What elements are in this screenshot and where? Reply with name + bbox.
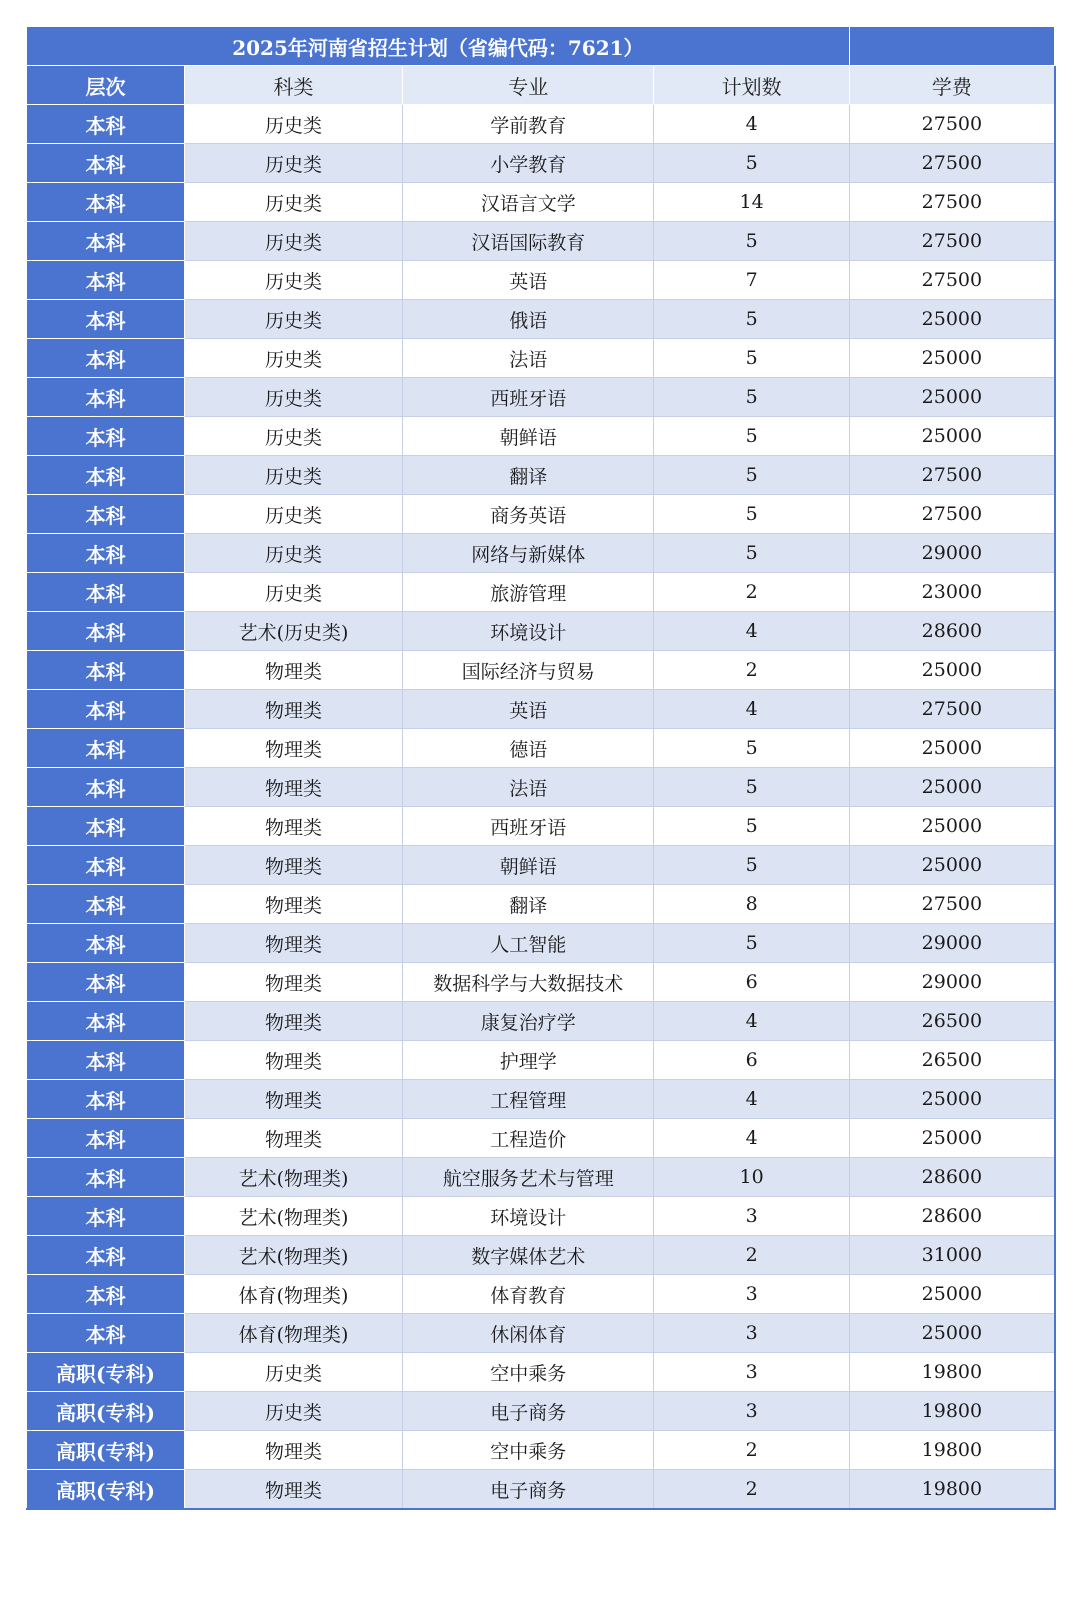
plan-count-cell: 3: [654, 1353, 849, 1392]
category-cell: 物理类: [184, 1119, 402, 1158]
major-cell: 法语: [403, 768, 654, 807]
table-row: [27, 105, 1056, 144]
table-row: [27, 885, 1056, 924]
table-row: [27, 1314, 1056, 1353]
tuition-cell: 27500: [849, 885, 1055, 924]
major-cell: 汉语国际教育: [403, 222, 654, 261]
tuition-cell: 25000: [849, 729, 1055, 768]
category-cell: 历史类: [184, 183, 402, 222]
major-cell: 网络与新媒体: [403, 534, 654, 573]
table-row: [27, 495, 1056, 534]
major-cell: 工程管理: [403, 1080, 654, 1119]
tuition-cell: 27500: [849, 690, 1055, 729]
level-cell: 本科: [27, 300, 185, 339]
major-cell: 西班牙语: [403, 807, 654, 846]
category-cell: 历史类: [184, 144, 402, 183]
level-cell: 本科: [27, 846, 185, 885]
plan-count-cell: 3: [654, 1197, 849, 1236]
tuition-cell: 25000: [849, 1080, 1055, 1119]
tuition-cell: 25000: [849, 339, 1055, 378]
tuition-cell: 19800: [849, 1431, 1055, 1470]
tuition-cell: 29000: [849, 534, 1055, 573]
tuition-cell: 27500: [849, 183, 1055, 222]
major-cell: 汉语言文学: [403, 183, 654, 222]
major-cell: 空中乘务: [403, 1353, 654, 1392]
plan-count-cell: 2: [654, 1470, 849, 1510]
category-cell: 物理类: [184, 768, 402, 807]
tuition-cell: 27500: [849, 144, 1055, 183]
table-row: [27, 1080, 1056, 1119]
major-cell: 电子商务: [403, 1392, 654, 1431]
plan-count-cell: 5: [654, 417, 849, 456]
category-cell: 历史类: [184, 534, 402, 573]
tuition-cell: 19800: [849, 1353, 1055, 1392]
level-cell: 本科: [27, 690, 185, 729]
major-cell: 西班牙语: [403, 378, 654, 417]
table-row: [27, 144, 1056, 183]
table-row: [27, 1041, 1056, 1080]
plan-count-cell: 5: [654, 300, 849, 339]
tuition-cell: 27500: [849, 495, 1055, 534]
table-row: [27, 456, 1056, 495]
table-row: [27, 1158, 1056, 1197]
table-row: [27, 651, 1056, 690]
level-cell: 本科: [27, 1041, 185, 1080]
major-cell: 环境设计: [403, 1197, 654, 1236]
plan-count-cell: 5: [654, 456, 849, 495]
level-cell: 本科: [27, 495, 185, 534]
category-cell: 艺术(物理类): [184, 1236, 402, 1275]
table-row: [27, 807, 1056, 846]
table-row: [27, 183, 1056, 222]
category-cell: 历史类: [184, 456, 402, 495]
tuition-cell: 27500: [849, 222, 1055, 261]
tuition-cell: 25000: [849, 846, 1055, 885]
table-row: [27, 534, 1056, 573]
plan-count-cell: 6: [654, 963, 849, 1002]
level-cell: 高职(专科): [27, 1353, 185, 1392]
table-row: [27, 1353, 1056, 1392]
plan-count-cell: 14: [654, 183, 849, 222]
category-cell: 物理类: [184, 1002, 402, 1041]
table-row: [27, 612, 1056, 651]
category-cell: 物理类: [184, 690, 402, 729]
tuition-cell: 28600: [849, 1158, 1055, 1197]
level-cell: 本科: [27, 222, 185, 261]
tuition-cell: 25000: [849, 378, 1055, 417]
tuition-cell: 19800: [849, 1392, 1055, 1431]
tuition-cell: 27500: [849, 261, 1055, 300]
tuition-cell: 23000: [849, 573, 1055, 612]
major-cell: 体育教育: [403, 1275, 654, 1314]
category-cell: 历史类: [184, 222, 402, 261]
category-cell: 历史类: [184, 105, 402, 144]
table-row: [27, 261, 1056, 300]
major-cell: 商务英语: [403, 495, 654, 534]
plan-count-cell: 5: [654, 534, 849, 573]
level-cell: 本科: [27, 963, 185, 1002]
enrollment-plan-table: [26, 26, 1056, 1510]
tuition-cell: 25000: [849, 417, 1055, 456]
header-plan-count: 计划数: [654, 66, 849, 105]
category-cell: 体育(物理类): [184, 1314, 402, 1353]
level-cell: 本科: [27, 261, 185, 300]
plan-count-cell: 2: [654, 1236, 849, 1275]
major-cell: 翻译: [403, 456, 654, 495]
level-cell: 本科: [27, 768, 185, 807]
tuition-cell: 19800: [849, 1470, 1055, 1510]
tuition-cell: 25000: [849, 1314, 1055, 1353]
level-cell: 本科: [27, 1197, 185, 1236]
level-cell: 本科: [27, 1158, 185, 1197]
plan-count-cell: 3: [654, 1392, 849, 1431]
level-cell: 本科: [27, 1002, 185, 1041]
tuition-cell: 28600: [849, 612, 1055, 651]
category-cell: 物理类: [184, 963, 402, 1002]
plan-count-cell: 5: [654, 222, 849, 261]
plan-count-cell: 3: [654, 1275, 849, 1314]
category-cell: 物理类: [184, 807, 402, 846]
table-row: [27, 1275, 1056, 1314]
table-row: [27, 1197, 1056, 1236]
plan-count-cell: 4: [654, 612, 849, 651]
plan-count-cell: 5: [654, 924, 849, 963]
major-cell: 朝鲜语: [403, 846, 654, 885]
category-cell: 艺术(历史类): [184, 612, 402, 651]
level-cell: 本科: [27, 807, 185, 846]
plan-count-cell: 2: [654, 1431, 849, 1470]
level-cell: 本科: [27, 105, 185, 144]
level-cell: 高职(专科): [27, 1431, 185, 1470]
category-cell: 物理类: [184, 1431, 402, 1470]
tuition-cell: 25000: [849, 651, 1055, 690]
tuition-cell: 26500: [849, 1041, 1055, 1080]
plan-count-cell: 5: [654, 807, 849, 846]
category-cell: 艺术(物理类): [184, 1197, 402, 1236]
major-cell: 工程造价: [403, 1119, 654, 1158]
level-cell: 本科: [27, 573, 185, 612]
plan-count-cell: 3: [654, 1314, 849, 1353]
major-cell: 旅游管理: [403, 573, 654, 612]
table-row: [27, 222, 1056, 261]
plan-count-cell: 10: [654, 1158, 849, 1197]
major-cell: 学前教育: [403, 105, 654, 144]
category-cell: 历史类: [184, 1353, 402, 1392]
tuition-cell: 25000: [849, 300, 1055, 339]
table-row: [27, 573, 1056, 612]
table-row: [27, 729, 1056, 768]
level-cell: 本科: [27, 729, 185, 768]
category-cell: 物理类: [184, 885, 402, 924]
table-title: 2025年河南省招生计划（省编代码：7621）: [27, 27, 850, 66]
level-cell: 高职(专科): [27, 1470, 185, 1510]
major-cell: 航空服务艺术与管理: [403, 1158, 654, 1197]
table-row: [27, 690, 1056, 729]
tuition-cell: 27500: [849, 105, 1055, 144]
tuition-cell: 31000: [849, 1236, 1055, 1275]
major-cell: 数据科学与大数据技术: [403, 963, 654, 1002]
header-category: 科类: [184, 66, 402, 105]
header-major: 专业: [403, 66, 654, 105]
table-row: [27, 1002, 1056, 1041]
category-cell: 物理类: [184, 846, 402, 885]
major-cell: 小学教育: [403, 144, 654, 183]
plan-count-cell: 4: [654, 105, 849, 144]
major-cell: 德语: [403, 729, 654, 768]
tuition-cell: 29000: [849, 963, 1055, 1002]
plan-count-cell: 5: [654, 144, 849, 183]
level-cell: 本科: [27, 339, 185, 378]
table-row: [27, 1392, 1056, 1431]
plan-count-cell: 7: [654, 261, 849, 300]
plan-count-cell: 5: [654, 378, 849, 417]
major-cell: 康复治疗学: [403, 1002, 654, 1041]
category-cell: 历史类: [184, 417, 402, 456]
major-cell: 人工智能: [403, 924, 654, 963]
table-row: [27, 339, 1056, 378]
plan-count-cell: 4: [654, 1119, 849, 1158]
table-row: [27, 846, 1056, 885]
level-cell: 本科: [27, 183, 185, 222]
tuition-cell: 29000: [849, 924, 1055, 963]
level-cell: 本科: [27, 417, 185, 456]
major-cell: 数字媒体艺术: [403, 1236, 654, 1275]
level-cell: 本科: [27, 1236, 185, 1275]
major-cell: 英语: [403, 261, 654, 300]
category-cell: 艺术(物理类): [184, 1158, 402, 1197]
major-cell: 电子商务: [403, 1470, 654, 1510]
level-cell: 本科: [27, 534, 185, 573]
tuition-cell: 25000: [849, 768, 1055, 807]
major-cell: 英语: [403, 690, 654, 729]
plan-count-cell: 5: [654, 339, 849, 378]
major-cell: 休闲体育: [403, 1314, 654, 1353]
category-cell: 历史类: [184, 1392, 402, 1431]
level-cell: 本科: [27, 378, 185, 417]
category-cell: 历史类: [184, 495, 402, 534]
category-cell: 历史类: [184, 261, 402, 300]
category-cell: 物理类: [184, 924, 402, 963]
table-row: [27, 1119, 1056, 1158]
level-cell: 本科: [27, 651, 185, 690]
table-title-extra: [849, 27, 1055, 66]
level-cell: 本科: [27, 1080, 185, 1119]
major-cell: 空中乘务: [403, 1431, 654, 1470]
major-cell: 法语: [403, 339, 654, 378]
table-row: [27, 417, 1056, 456]
major-cell: 翻译: [403, 885, 654, 924]
plan-count-cell: 5: [654, 495, 849, 534]
level-cell: 本科: [27, 924, 185, 963]
category-cell: 历史类: [184, 378, 402, 417]
level-cell: 本科: [27, 456, 185, 495]
major-cell: 国际经济与贸易: [403, 651, 654, 690]
level-cell: 本科: [27, 1275, 185, 1314]
major-cell: 朝鲜语: [403, 417, 654, 456]
plan-count-cell: 8: [654, 885, 849, 924]
header-level: 层次: [27, 66, 185, 105]
category-cell: 物理类: [184, 1041, 402, 1080]
table-title-row: [27, 27, 1056, 66]
category-cell: 物理类: [184, 1470, 402, 1510]
level-cell: 本科: [27, 885, 185, 924]
category-cell: 物理类: [184, 1080, 402, 1119]
category-cell: 历史类: [184, 573, 402, 612]
category-cell: 物理类: [184, 651, 402, 690]
table-row: [27, 1431, 1056, 1470]
table-row: [27, 1236, 1056, 1275]
level-cell: 本科: [27, 612, 185, 651]
tuition-cell: 25000: [849, 1275, 1055, 1314]
level-cell: 高职(专科): [27, 1392, 185, 1431]
table-row: [27, 300, 1056, 339]
tuition-cell: 27500: [849, 456, 1055, 495]
tuition-cell: 28600: [849, 1197, 1055, 1236]
plan-count-cell: 5: [654, 768, 849, 807]
plan-count-cell: 5: [654, 729, 849, 768]
tuition-cell: 25000: [849, 1119, 1055, 1158]
plan-count-cell: 2: [654, 651, 849, 690]
table-header-row: [27, 66, 1056, 105]
header-tuition: 学费: [849, 66, 1055, 105]
table-row: [27, 1470, 1056, 1510]
plan-count-cell: 2: [654, 573, 849, 612]
category-cell: 体育(物理类): [184, 1275, 402, 1314]
plan-count-cell: 4: [654, 1002, 849, 1041]
plan-count-cell: 5: [654, 846, 849, 885]
major-cell: 俄语: [403, 300, 654, 339]
plan-count-cell: 6: [654, 1041, 849, 1080]
table-row: [27, 378, 1056, 417]
category-cell: 物理类: [184, 729, 402, 768]
level-cell: 本科: [27, 1314, 185, 1353]
table-row: [27, 768, 1056, 807]
tuition-cell: 26500: [849, 1002, 1055, 1041]
category-cell: 历史类: [184, 339, 402, 378]
table-row: [27, 924, 1056, 963]
major-cell: 环境设计: [403, 612, 654, 651]
level-cell: 本科: [27, 1119, 185, 1158]
tuition-cell: 25000: [849, 807, 1055, 846]
table-row: [27, 963, 1056, 1002]
level-cell: 本科: [27, 144, 185, 183]
major-cell: 护理学: [403, 1041, 654, 1080]
category-cell: 历史类: [184, 300, 402, 339]
plan-count-cell: 4: [654, 690, 849, 729]
plan-count-cell: 4: [654, 1080, 849, 1119]
